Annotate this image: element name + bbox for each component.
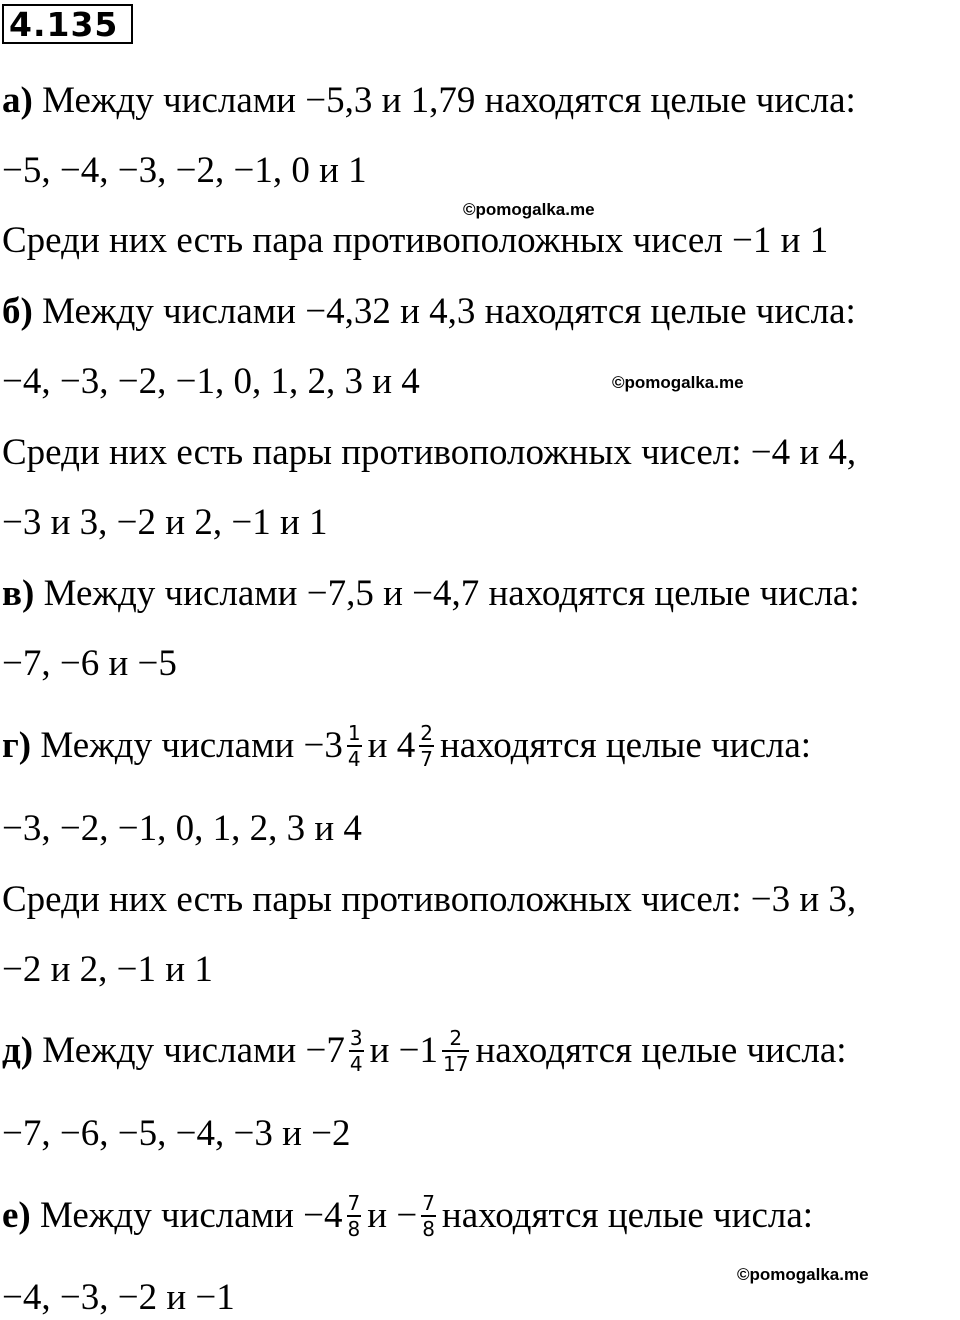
line-g-part3: находятся целые числа:	[439, 725, 812, 766]
line-g	[2, 720, 812, 773]
fraction-denominator: 4	[347, 746, 361, 771]
line-g-numbers: −3, −2, −1, 0, 1, 2, 3 и 4	[2, 808, 362, 849]
watermark: ©pomogalka.me	[612, 373, 744, 392]
fraction	[347, 1192, 362, 1240]
fraction-numerator: 2	[442, 1027, 469, 1052]
line-e-part3: находятся целые числа:	[441, 1195, 814, 1236]
line-a	[2, 79, 856, 123]
fraction-numerator: 1	[347, 720, 361, 745]
line-g-pairs: Среди них есть пары противоположных чисел: −3 и 3,	[2, 879, 857, 920]
fraction-denominator: 8	[422, 1216, 435, 1241]
watermark: ©pomogalka.me	[463, 200, 595, 219]
fraction	[347, 722, 362, 770]
fraction-denominator: 4	[349, 1051, 363, 1076]
line-v-text: Между числами −7,5 и −4,7 находятся целые числа:	[34, 573, 860, 614]
problem-number: 4.135	[2, 4, 133, 44]
line-d-part3: находятся целые числа:	[475, 1030, 847, 1071]
fraction-numerator: 7	[422, 1190, 435, 1215]
line-d-part1: Между числами −7	[33, 1030, 345, 1071]
fraction	[442, 1027, 469, 1075]
line-e-part1: Между числами −4	[30, 1195, 343, 1236]
watermark: ©pomogalka.me	[737, 1265, 869, 1284]
line-g-pairs-cont: −2 и 2, −1 и 1	[2, 949, 213, 990]
line-a-numbers: −5, −4, −3, −2, −1, 0 и 1	[2, 150, 367, 191]
line-a-text: Между числами −5,3 и 1,79 находятся целые числа:	[32, 80, 856, 121]
fraction-denominator: 8	[347, 1216, 361, 1241]
fraction	[421, 1192, 436, 1240]
fraction-numerator: 7	[347, 1190, 361, 1215]
fraction-numerator: 3	[349, 1025, 363, 1050]
fraction-numerator: 2	[420, 720, 433, 745]
item-label-a: а)	[2, 80, 33, 121]
line-e-numbers: −4, −3, −2 и −1	[2, 1277, 235, 1318]
line-v	[2, 572, 860, 616]
line-v-numbers: −7, −6 и −5	[2, 643, 177, 684]
fraction-denominator: 7	[420, 746, 433, 771]
line-e-part2: и −	[367, 1195, 418, 1236]
fraction	[419, 722, 434, 770]
line-g-part1: Между числами −3	[31, 725, 343, 766]
line-d	[2, 1025, 847, 1078]
line-d-numbers: −7, −6, −5, −4, −3 и −2	[2, 1113, 351, 1154]
fraction	[349, 1027, 364, 1075]
line-b-text: Между числами −4,32 и 4,3 находятся целые числа:	[32, 291, 856, 332]
item-label-e: е)	[2, 1195, 31, 1236]
line-b-numbers: −4, −3, −2, −1, 0, 1, 2, 3 и 4	[2, 361, 420, 402]
item-label-b: б)	[2, 291, 33, 332]
line-b-pairs: Среди них есть пары противоположных чисел: −4 и 4,	[2, 432, 857, 473]
item-label-d: д)	[2, 1030, 34, 1071]
line-b-pairs-cont: −3 и 3, −2 и 2, −1 и 1	[2, 502, 328, 543]
line-e	[2, 1190, 814, 1243]
line-g-part2: и 4	[367, 725, 416, 766]
item-label-g: г)	[2, 725, 32, 766]
item-label-v: в)	[2, 573, 35, 614]
line-b	[2, 290, 856, 334]
line-a-pairs: Среди них есть пара противоположных чисел −1 и 1	[2, 220, 829, 261]
line-d-part2: и −1	[369, 1030, 438, 1071]
fraction-denominator: 17	[442, 1051, 469, 1076]
